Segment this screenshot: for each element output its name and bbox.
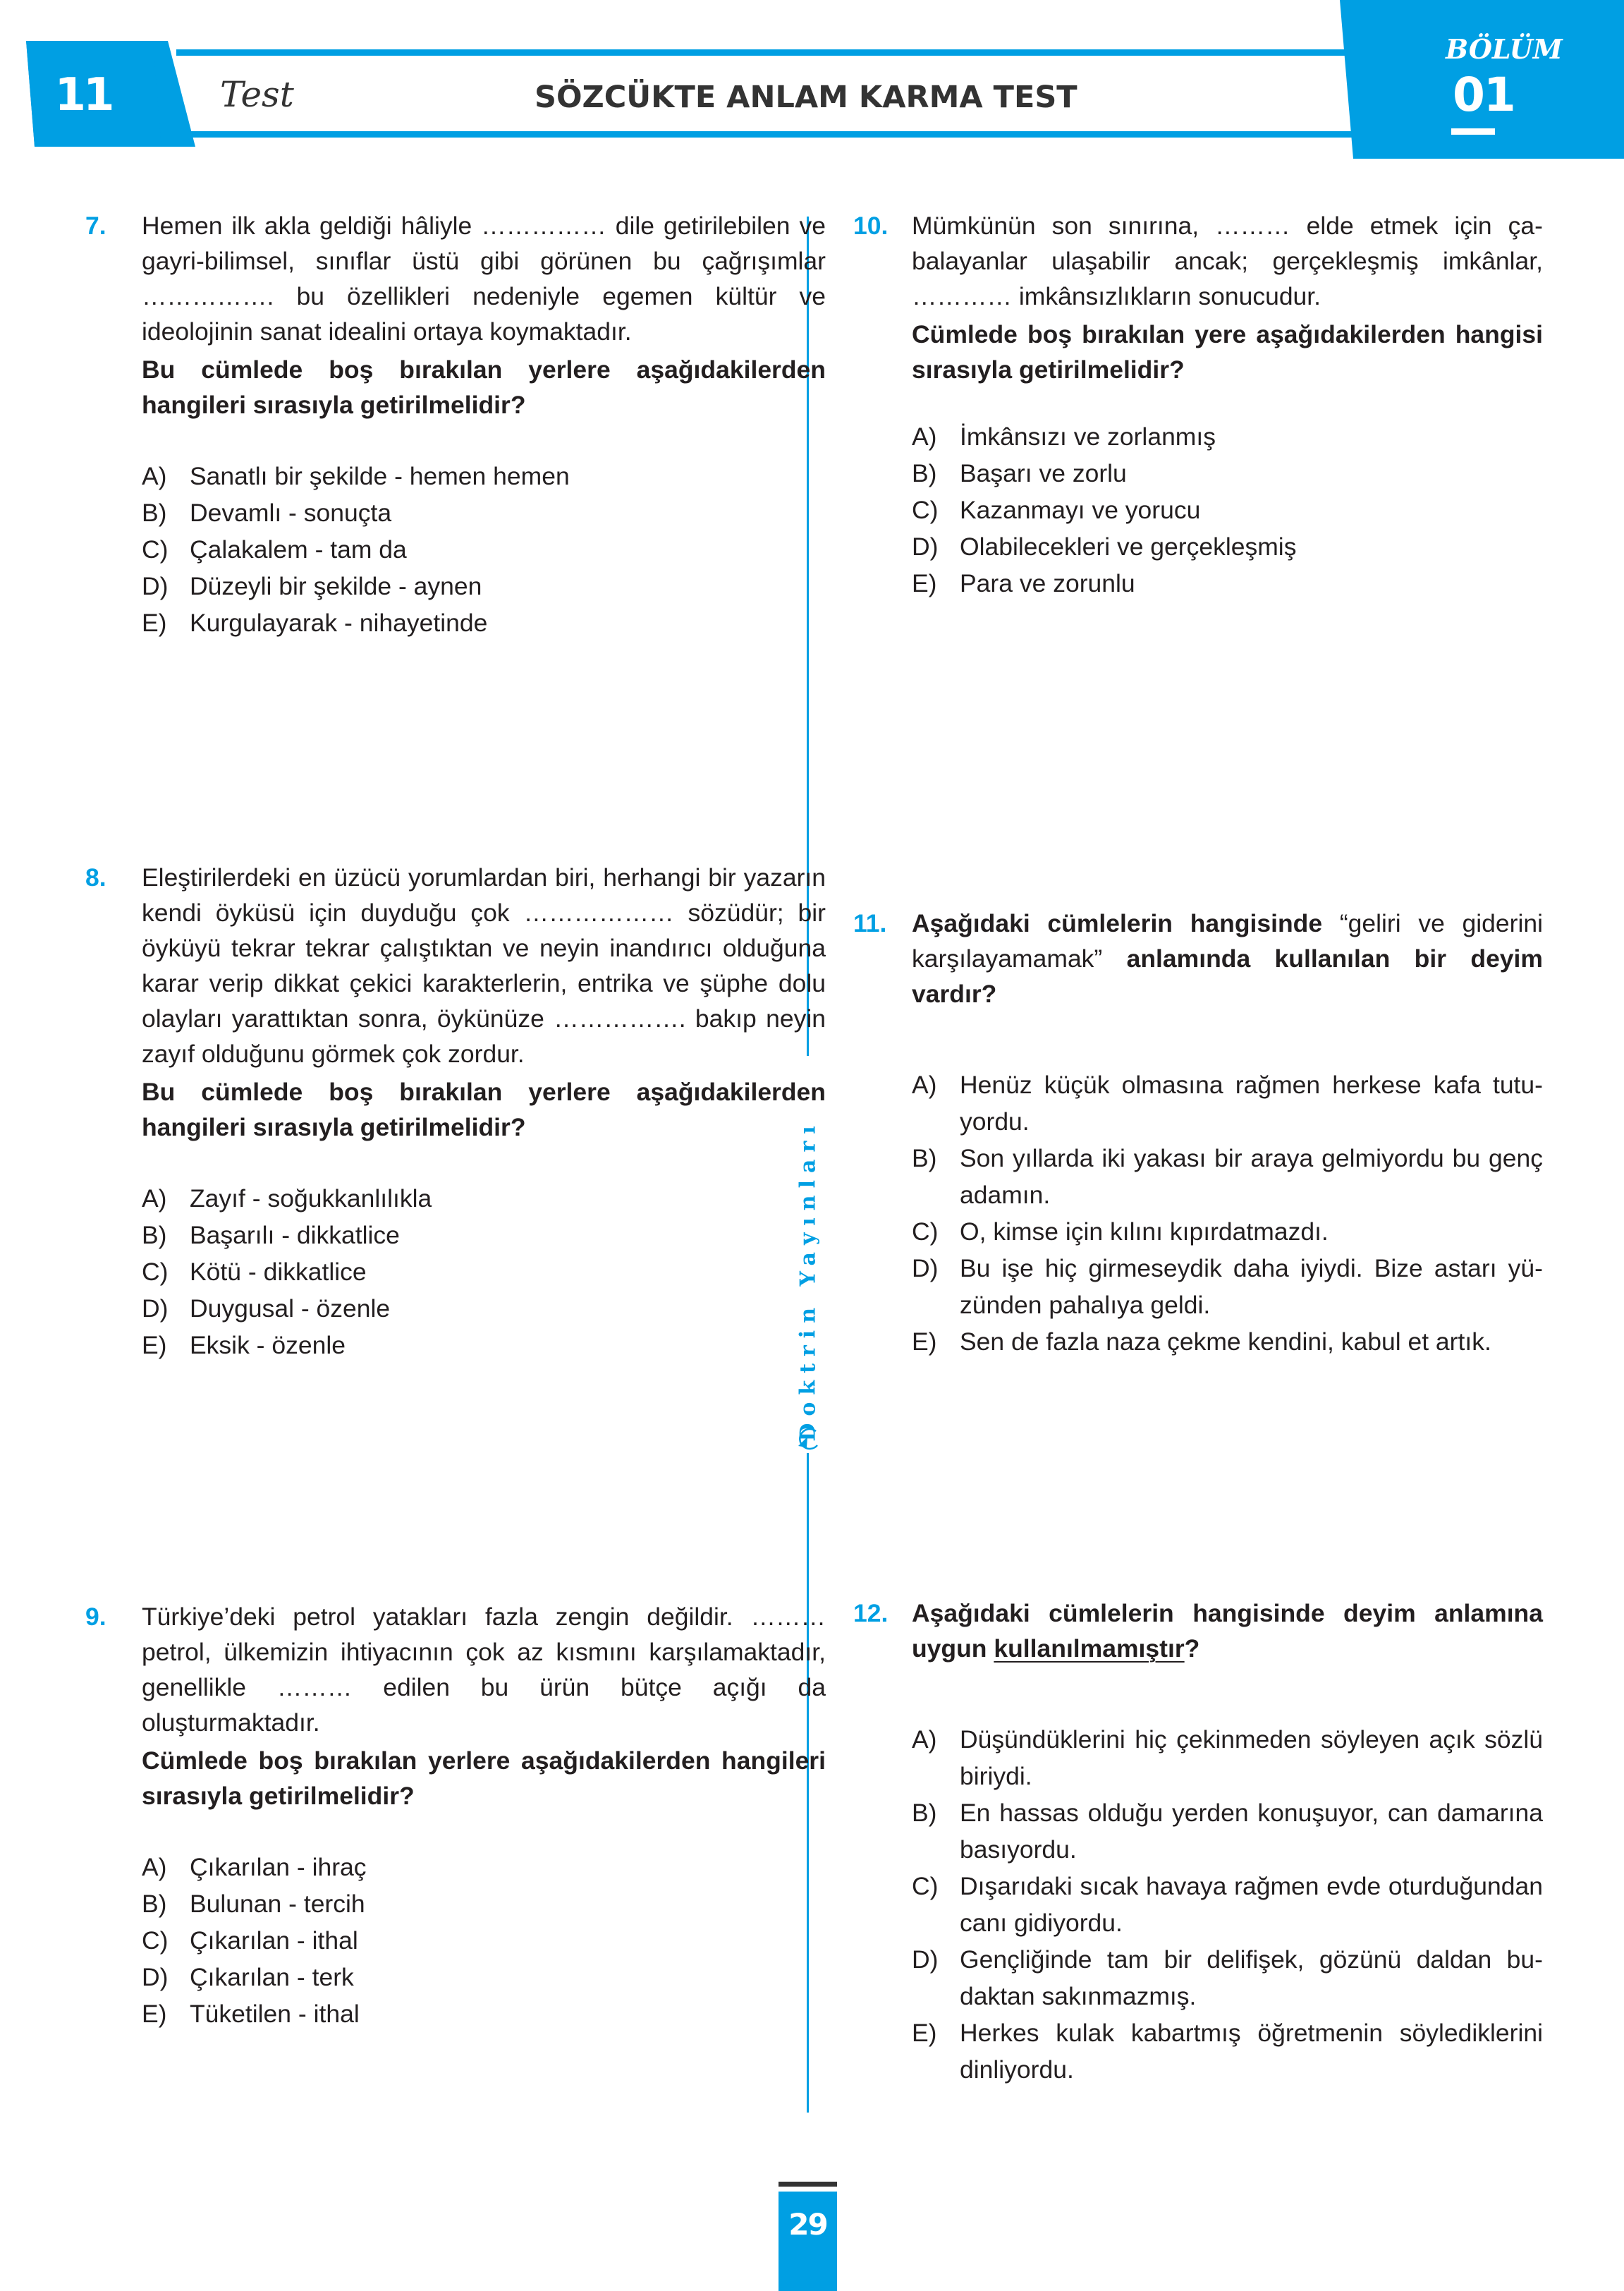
question-prompt: Cümlede boş bırakılan yerlere aşağıdakilerden hangileri sırasıyla getirilmelidir? (142, 1746, 826, 1810)
question-11 (853, 906, 1543, 1360)
answer-options (912, 1721, 1543, 2088)
option-d[interactable] (912, 1941, 1543, 2015)
option-text: Başarı ve zorlu (960, 459, 1127, 487)
option-d[interactable] (912, 528, 1543, 565)
question-prompt: Bu cümlede boş bırakılan yerlere aşağıdakilerden hangileri sırasıyla getirilmelidir? (142, 356, 826, 419)
option-e[interactable] (142, 1327, 826, 1363)
question-number: 10. (853, 212, 889, 240)
option-d[interactable] (142, 1959, 826, 1995)
option-text: En hassas olduğu yerden konuşuyor, can damarına basıyordu. (960, 1799, 1543, 1864)
option-e[interactable] (142, 604, 826, 641)
question-number: 11. (853, 909, 887, 937)
option-label: E) (142, 2000, 167, 2028)
option-label: C) (912, 496, 939, 524)
option-e[interactable] (142, 1995, 826, 2032)
answer-options (912, 1066, 1543, 1360)
option-e[interactable] (912, 2015, 1543, 2088)
option-text: O, kimse için kılını kıpırdatmazdı. (960, 1217, 1329, 1246)
section-label: BÖLÜM (1446, 33, 1563, 65)
option-text: Dışarıdaki sıcak havaya rağmen evde oturduğundan canı gidiyordu. (960, 1872, 1543, 1937)
option-label: E) (142, 1331, 167, 1359)
option-label: A) (912, 1725, 937, 1754)
option-label: D) (142, 572, 169, 600)
option-a[interactable] (142, 458, 826, 494)
option-text: Henüz küçük olmasına rağmen herkese kafa tutuyordu. (960, 1071, 1543, 1136)
option-label: E) (912, 2019, 937, 2047)
question-prompt: Bu cümlede boş bırakılan yerlere aşağıdakilerden hangileri sırasıyla getirilmelidir? (142, 1078, 826, 1141)
option-label: D) (142, 1294, 169, 1323)
option-d[interactable] (142, 1290, 826, 1327)
option-b[interactable] (142, 1217, 826, 1253)
option-a[interactable] (912, 1721, 1543, 1794)
option-a[interactable] (912, 418, 1543, 455)
option-text: Kazanmayı ve yorucu (960, 496, 1201, 524)
option-label: D) (912, 1254, 939, 1282)
doktrin-logo-icon (795, 1427, 820, 1452)
question-number: 8. (85, 863, 106, 892)
option-b[interactable] (912, 1140, 1543, 1213)
option-d[interactable] (912, 1250, 1543, 1323)
option-label: E) (142, 609, 167, 637)
option-text: Eksik - özenle (190, 1331, 346, 1359)
section-underline (1451, 128, 1495, 135)
option-text: Olabilecekleri ve gerçekleşmiş (960, 533, 1297, 561)
question-stem: Mümkünün son sınırına, ……… elde etmek için çabalayanlar ulaşabilir ancak; gerçekleşmiş imkânlar, ………… imkânsızlıkların sonucudur. (912, 212, 1543, 310)
option-a[interactable] (142, 1849, 826, 1885)
question-number: 12. (853, 1599, 889, 1627)
test-word: Test (220, 74, 294, 115)
option-label: A) (142, 1853, 167, 1881)
stem-bold-part: anlamında kullanılan bir deyim vardır? (912, 944, 1543, 1008)
page-number-rule (779, 2182, 837, 2187)
question-number: 9. (85, 1603, 106, 1631)
option-text: Bulunan - tercih (190, 1890, 365, 1918)
answer-options (142, 1849, 826, 2032)
option-text: Para ve zorunlu (960, 569, 1135, 597)
question-prompt: Cümlede boş bırakılan yere aşağıdakilerden hangisi sırasıyla getirilmelidir? (912, 320, 1543, 384)
stem-quoted-meaning: “geliri ve giderini karşılayamamak” (912, 909, 1543, 973)
option-label: B) (912, 1799, 937, 1827)
option-text: Zayıf - soğukkanlılıkla (190, 1184, 432, 1213)
option-label: B) (912, 1144, 937, 1172)
question-stem (912, 906, 1543, 1011)
option-label: C) (912, 1872, 939, 1900)
question-7 (85, 208, 826, 641)
question-9 (85, 1599, 826, 2032)
option-text: Çıkarılan - ithal (190, 1926, 358, 1955)
option-label: A) (912, 423, 937, 451)
page-number: 29 (788, 2207, 827, 2242)
option-label: D) (912, 533, 939, 561)
option-c[interactable] (912, 1868, 1543, 1941)
option-text: Kurgulayarak - nihayetinde (190, 609, 488, 637)
option-text: Düzeyli bir şekilde - aynen (190, 572, 482, 600)
option-text: Başarılı - dikkatlice (190, 1221, 400, 1249)
option-text: Herkes kulak kabartmış öğretmenin söylediklerini dinliyordu. (960, 2019, 1543, 2084)
option-e[interactable] (912, 565, 1543, 602)
option-label: C) (142, 535, 169, 564)
option-text: Son yıllarda iki yakası bir araya gelmiyordu bu genç adamın. (960, 1144, 1543, 1209)
option-text: Çalakalem - tam da (190, 535, 407, 564)
option-a[interactable] (142, 1180, 826, 1217)
question-stem: Türkiye’deki petrol yatakları fazla zengin değildir. ……… petrol, ülkemizin ihtiyacının çok az kısmını karşılamaktadır, genellikle ……… edilen bu ürün bütçe açığı da oluşturmaktadır. (142, 1603, 826, 1737)
stem-question-mark: ? (1184, 1634, 1200, 1663)
option-label: C) (912, 1217, 939, 1246)
option-c[interactable] (142, 1922, 826, 1959)
option-a[interactable] (912, 1066, 1543, 1140)
page-title: SÖZCÜKTE ANLAM KARMA TEST (535, 80, 1077, 115)
option-text: Sanatlı bir şekilde - hemen hemen (190, 462, 570, 490)
test-number: 11 (54, 69, 112, 121)
option-label: A) (912, 1071, 937, 1099)
option-label: D) (142, 1963, 169, 1991)
option-e[interactable] (912, 1323, 1543, 1360)
option-label: A) (142, 462, 167, 490)
question-12 (853, 1596, 1543, 2088)
option-text: Çıkarılan - terk (190, 1963, 354, 1991)
header-top-rule (176, 49, 1403, 56)
option-text: Duygusal - özenle (190, 1294, 391, 1323)
option-text: Kötü - dikkatlice (190, 1258, 367, 1286)
option-label: B) (912, 459, 937, 487)
option-text: Gençliğinde tam bir delifişek, gözünü daldan budaktan sakınmazmış. (960, 1945, 1543, 2010)
option-text: Tüketilen - ithal (190, 2000, 360, 2028)
option-b[interactable] (142, 494, 826, 531)
question-10 (853, 208, 1543, 602)
question-stem (912, 1596, 1543, 1666)
option-c[interactable] (912, 1213, 1543, 1250)
option-label: C) (142, 1926, 169, 1955)
option-b[interactable] (912, 455, 1543, 492)
question-8 (85, 860, 826, 1363)
option-text: Çıkarılan - ihraç (190, 1853, 367, 1881)
question-stem: Eleştirilerdeki en üzücü yorumlardan biri, herhangi bir yazarın kendi öyküsü için duyduğu çok ……………… sözüdür; bir öyküyü tekrar tekrar çalıştıktan ve neyin inandırıcı olduğuna karar verip dikkat çekici karakterlerin, entrika ve şüphe dolu olayları yarattıktan sonra, öykünüze ……………. bakıp neyin zayıf olduğunu görmek çok zordur. (142, 863, 826, 1068)
option-text: Sen de fazla naza çekme kendini, kabul et artık. (960, 1327, 1491, 1356)
answer-options (142, 1180, 826, 1363)
option-c[interactable] (912, 492, 1543, 528)
option-b[interactable] (142, 1885, 826, 1922)
option-text: Düşündüklerini hiç çekinmeden söyleyen açık sözlü biriydi. (960, 1725, 1543, 1790)
section-number: 01 (1453, 68, 1515, 122)
option-label: E) (912, 569, 937, 597)
answer-options (912, 418, 1543, 602)
option-label: A) (142, 1184, 167, 1213)
stem-bold-part: Aşağıdaki cümlelerin hangisinde (912, 909, 1323, 937)
header-bottom-rule (190, 131, 1417, 138)
option-label: C) (142, 1258, 169, 1286)
answer-options (142, 458, 826, 641)
option-label: E) (912, 1327, 937, 1356)
option-label: B) (142, 1221, 167, 1249)
option-label: B) (142, 499, 167, 527)
option-c[interactable] (142, 1253, 826, 1290)
option-text: Devamlı - sonuçta (190, 499, 392, 527)
option-label: D) (912, 1945, 939, 1974)
option-c[interactable] (142, 531, 826, 568)
option-b[interactable] (912, 1794, 1543, 1868)
stem-underlined-word: kullanılmamıştır (994, 1634, 1185, 1663)
option-text: İmkânsızı ve zorlanmış (960, 423, 1216, 451)
option-d[interactable] (142, 568, 826, 604)
stem-bold-part: Aşağıdaki cümlelerin hangisinde deyim anlamına uygun (912, 1599, 1543, 1663)
question-number: 7. (85, 212, 106, 240)
question-stem: Hemen ilk akla geldiği hâliyle …………… dile getirilebilen ve gayri-bilimsel, sınıflar üstü gibi görünen bu çağrışımlar ……………. bu özellikleri nedeniyle egemen kültür ve ideolojinin sanat idealini ortaya koymaktadır. (142, 212, 826, 346)
option-text: Bu işe hiç girmeseydik daha iyiydi. Bize astarı yüzünden pahalıya geldi. (960, 1254, 1543, 1319)
publisher-name: Doktrin Yayınları (795, 1119, 821, 1442)
page-number-box (779, 2192, 837, 2291)
option-label: B) (142, 1890, 167, 1918)
